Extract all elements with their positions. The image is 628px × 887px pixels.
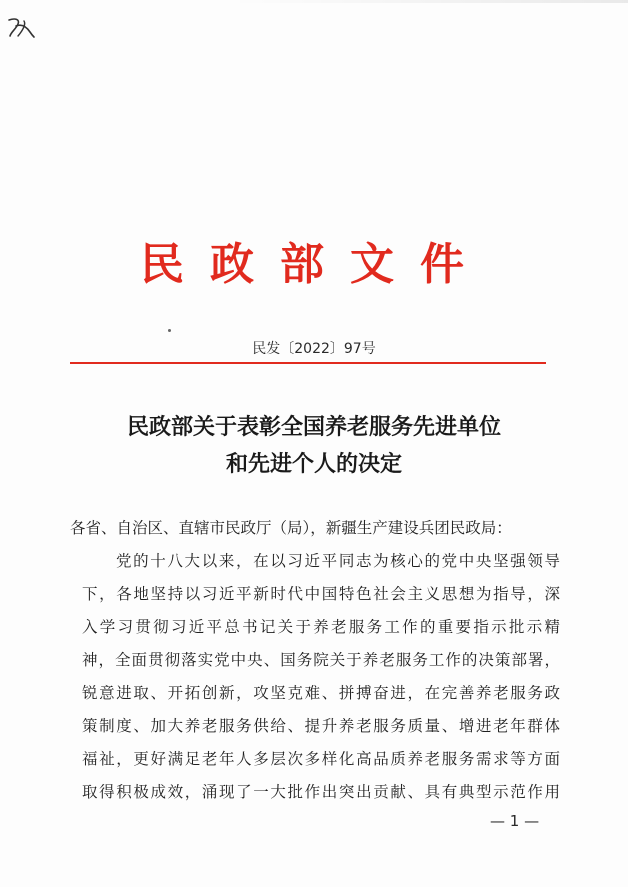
red-header-title: 民政部文件 <box>140 239 490 290</box>
body-line: 入学习贯彻习近平总书记关于养老服务工作的重要指示批示精 <box>82 618 560 636</box>
body-line: 策制度、加大养老服务供给、提升养老服务质量、增进老年群体 <box>82 717 560 735</box>
scan-edge-shadow <box>230 0 628 3</box>
body-line: 取得积极成效，涌现了一大批作出突出贡献、具有典型示范作用 <box>82 783 560 801</box>
page-number: — 1 — <box>490 812 540 830</box>
document-title-line-1: 民政部关于表彰全国养老服务先进单位 <box>126 414 501 440</box>
document-title-line-2: 和先进个人的决定 <box>225 451 402 477</box>
body-line: 下，各地坚持以习近平新时代中国特色社会主义思想为指导，深 <box>82 585 560 603</box>
document-number: 民发〔2022〕97号 <box>252 341 376 357</box>
handwritten-mark <box>6 14 36 40</box>
scan-speck <box>168 329 171 332</box>
body-line: 锐意进取、开拓创新，攻坚克难、拼搏奋进，在完善养老服务政 <box>82 684 560 702</box>
salutation: 各省、自治区、直辖市民政厅（局），新疆生产建设兵团民政局： <box>70 519 512 537</box>
body-line: 党的十八大以来，在以习近平同志为核心的党中央坚强领导 <box>116 552 560 570</box>
body-line: 神，全面贯彻落实党中央、国务院关于养老服务工作的决策部署， <box>82 651 560 669</box>
red-divider-line <box>70 362 546 364</box>
body-line: 福祉，更好满足老年人多层次多样化高品质养老服务需求等方面 <box>82 750 560 768</box>
